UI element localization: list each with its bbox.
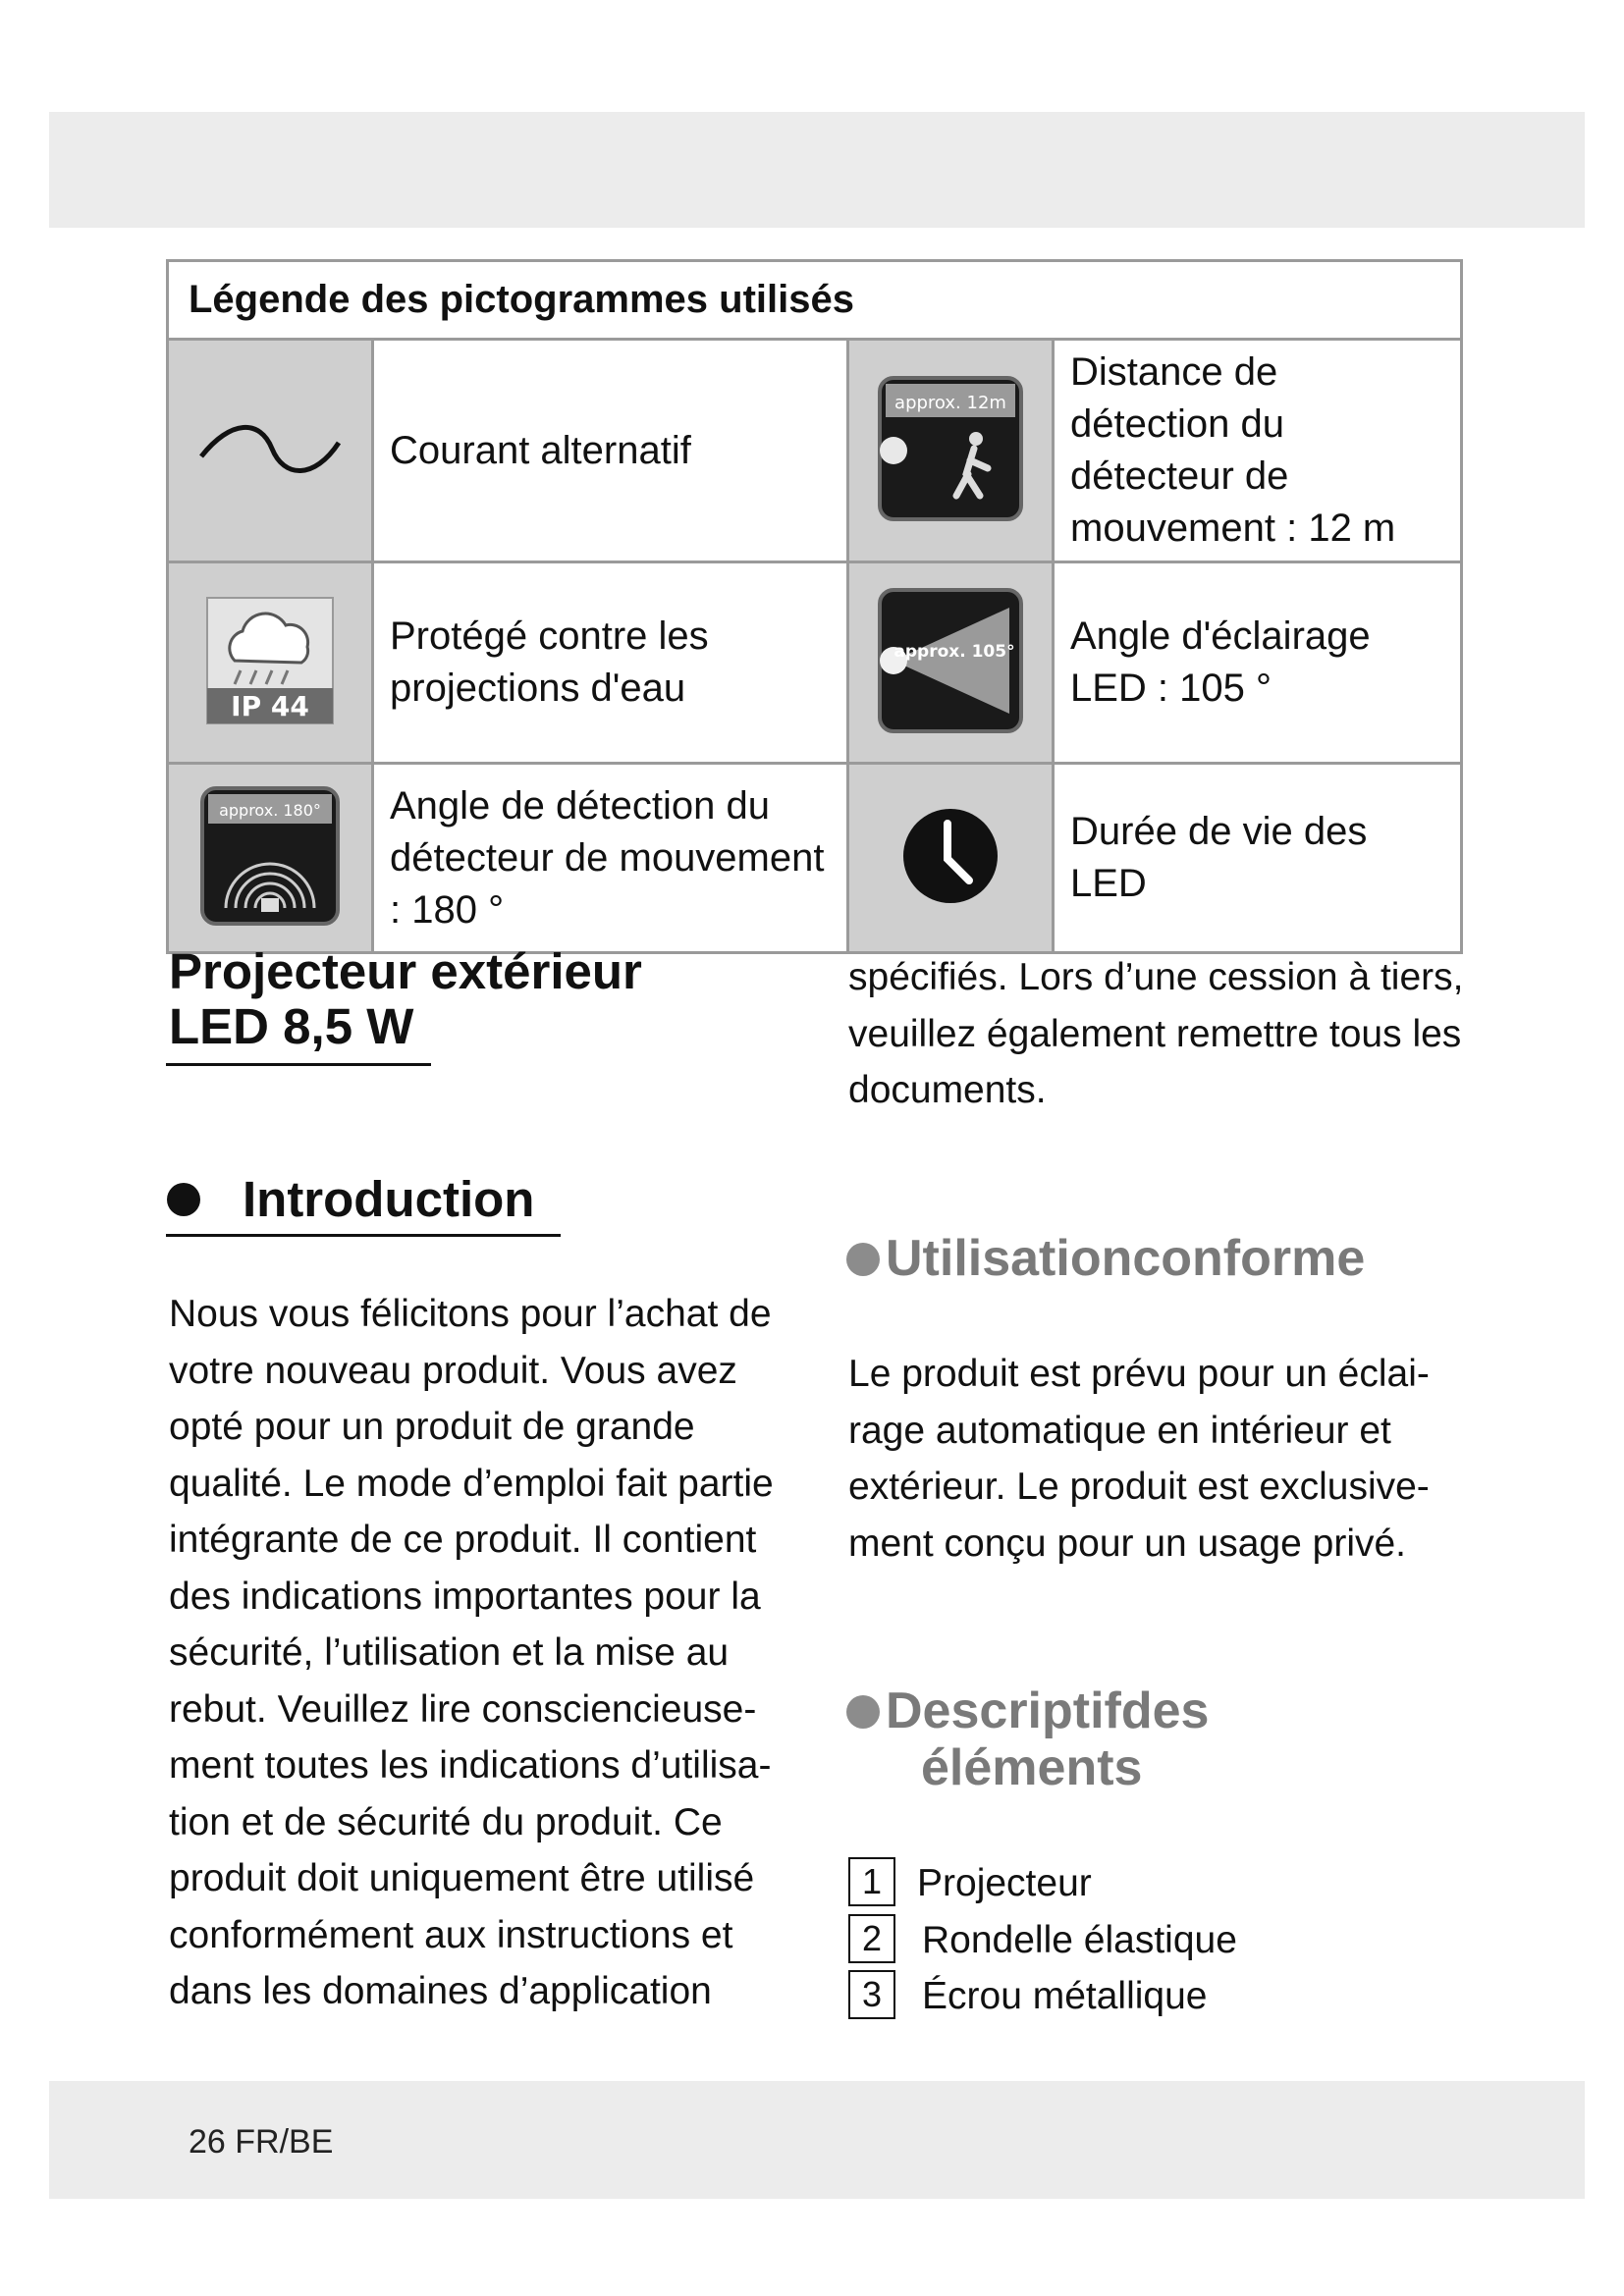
part-label: Écrou métallique (922, 1975, 1208, 2017)
detection-distance-icon (848, 340, 1054, 562)
svg-text:approx. 180°: approx. 180° (219, 800, 321, 820)
part-number: 2 (848, 1914, 895, 1963)
header-band (49, 112, 1585, 228)
parts-heading-line2: éléments (921, 1739, 1143, 1796)
part-label: Rondelle élastique (922, 1918, 1237, 1961)
usage-body: Le produit est prévu pour un éclai-rage automatique en intérieur et extérieur. Le produit est exclusive-ment conçu pour un usage privé. (848, 1353, 1430, 1565)
legend-text-ac: Courant alternatif (373, 340, 848, 562)
part-number: 3 (848, 1970, 895, 2019)
intro-heading: Introduction (243, 1171, 535, 1227)
clock-icon (848, 764, 1054, 953)
legend-text-led-angle: Angle d'éclairage LED : 105 ° (1054, 562, 1462, 764)
led-angle-icon (848, 562, 1054, 764)
legend-text-detection-angle: Angle de détection du détecteur de mouvement : 180 ° (373, 764, 848, 953)
svg-text:approx. 12m: approx. 12m (894, 392, 1006, 413)
svg-text:approx. 105°: approx. 105° (893, 641, 1015, 662)
svg-text:IP 44: IP 44 (231, 689, 309, 722)
bullet-icon (846, 1695, 880, 1729)
ip44-icon (168, 562, 373, 764)
intro-underline (166, 1234, 561, 1237)
bullet-icon (167, 1183, 200, 1216)
intro-body: Nous vous félicitons pour l’achat de votre nouveau produit. Vous avez opté pour un produit de grande qualité. Le mode d’emploi fait partie intégrante de ce produit. Il contient des indications importantes pour la sécurité, l’utilisation et la mise au rebut. Veuillez lire consciencieuse-ment toutes les indications d’utilisa-tion et de sécurité du produit. Ce produit doit uniquement être utilisé conformément aux instructions et dans les domaines d’application (169, 1293, 774, 2012)
part-number: 1 (848, 1857, 895, 1906)
parts-heading-line1: Descriptifdes (886, 1682, 1210, 1739)
product-title: Projecteur extérieur LED 8,5 W (169, 943, 642, 1054)
ac-wave-icon (168, 340, 373, 562)
intro-body-continued: spécifiés. Lors d’une cession à tiers, veuillez également remettre tous les documents. (848, 956, 1464, 1111)
page-number: 26 FR/BE (189, 2123, 334, 2161)
legend-text-detection-distance: Distance de détection du détecteur de mouvement : 12 m (1054, 340, 1462, 562)
bullet-icon (846, 1243, 880, 1276)
legend-text-ip44: Protégé contre les projections d'eau (373, 562, 848, 764)
part-label: Projecteur (917, 1862, 1092, 1904)
title-underline (166, 1063, 431, 1066)
legend-text-led-lifetime: Durée de vie des LED (1054, 764, 1462, 953)
detection-angle-icon (168, 764, 373, 953)
usage-heading: Utilisationconforme (886, 1230, 1366, 1287)
legend-title: Légende des pictogrammes utilisés (168, 261, 1462, 340)
pictogram-legend-table (166, 259, 1463, 954)
